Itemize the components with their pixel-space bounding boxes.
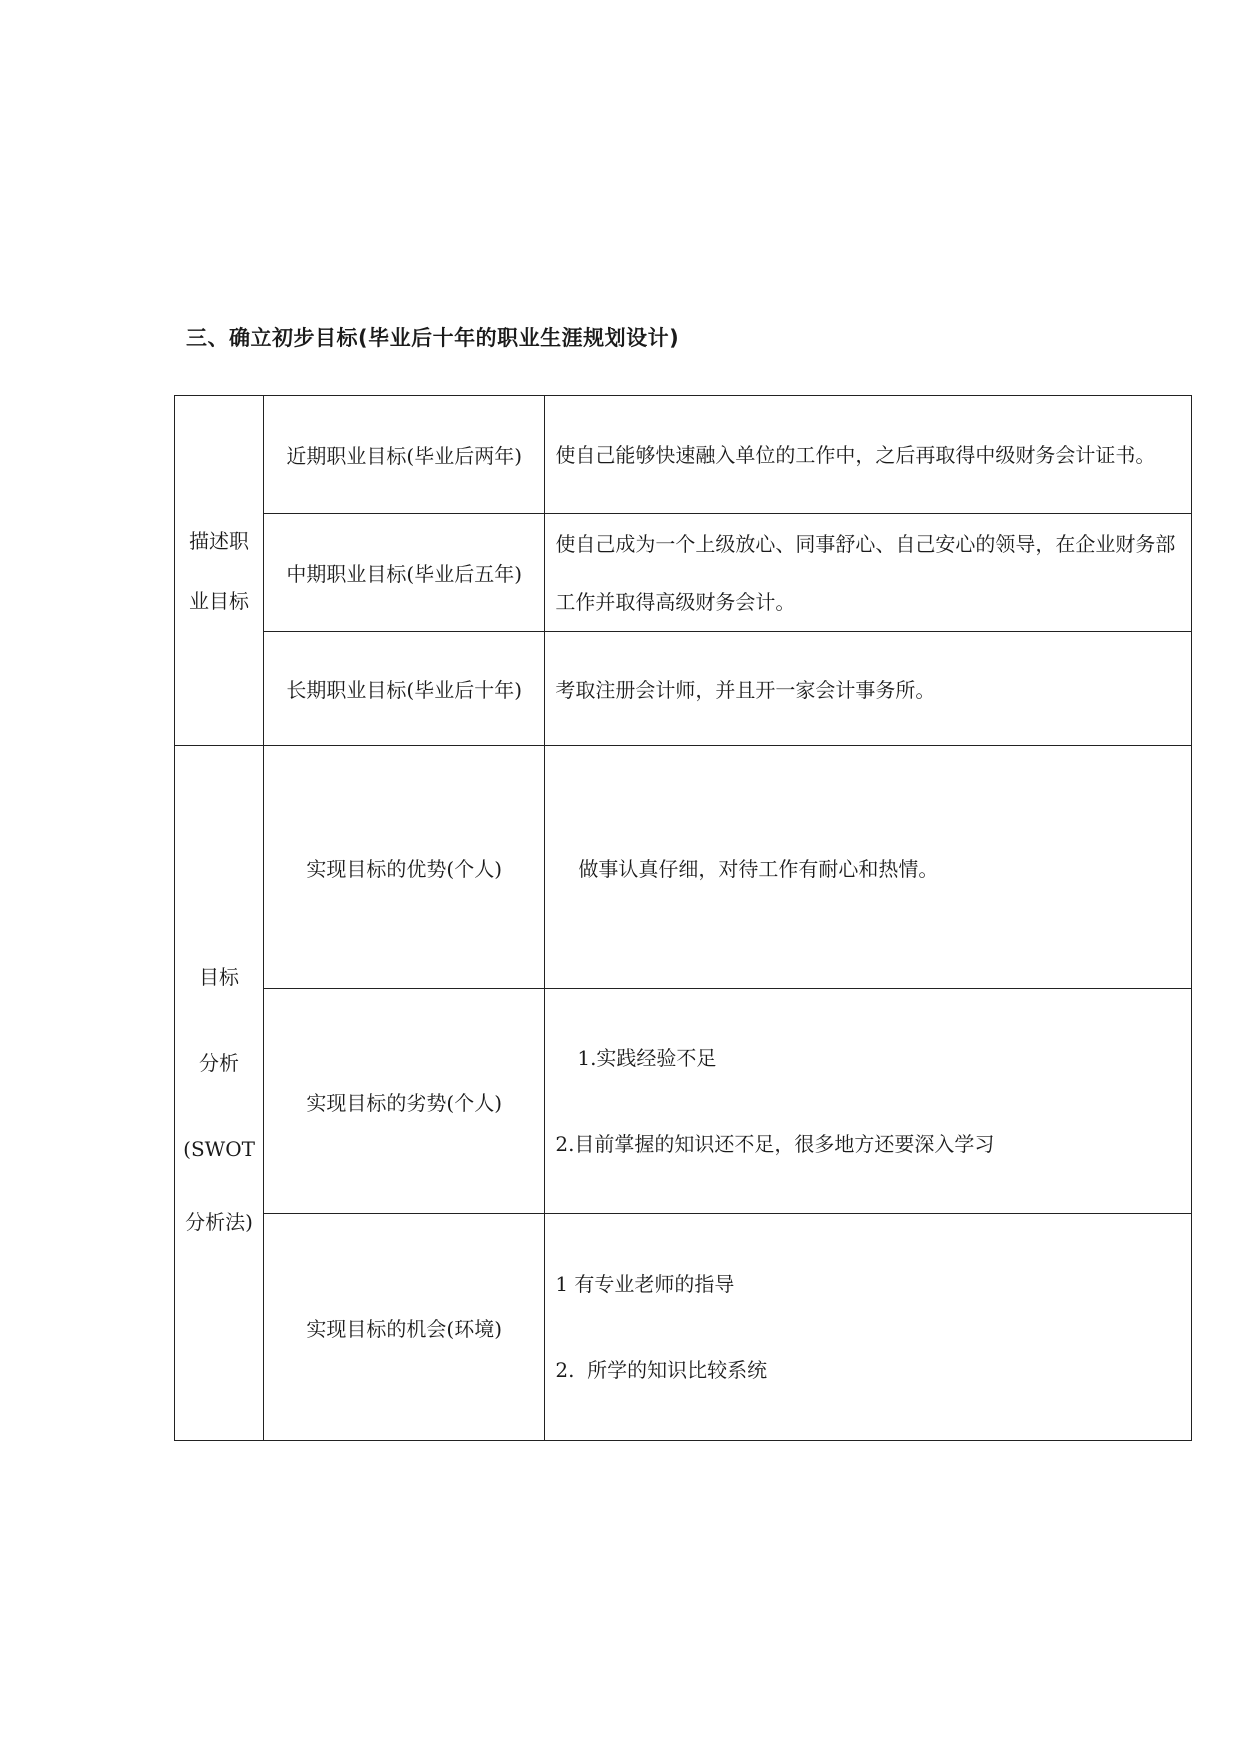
- goals-category-line: 描述职: [189, 528, 250, 553]
- strengths-label: 实现目标的优势(个人): [264, 746, 545, 989]
- short-term-goal-content: 使自己能够快速融入单位的工作中，之后再取得中级财务会计证书。: [545, 396, 1192, 514]
- list-item: 2.目前掌握的知识还不足，很多地方还要深入学习: [555, 1132, 995, 1156]
- table-row: [175, 632, 1192, 746]
- short-term-goal-label: 近期职业目标(毕业后两年): [264, 396, 545, 514]
- list-item: 2. 所学的知识比较系统: [555, 1358, 768, 1382]
- analysis-category-line: 目标: [199, 965, 240, 989]
- table-row: [175, 746, 1192, 989]
- list-item: 1.实践经验不足: [577, 1046, 717, 1070]
- analysis-category-line: 分析法): [185, 1210, 253, 1234]
- opportunities-content: [545, 1214, 1192, 1441]
- table-row: [175, 396, 1192, 514]
- goals-category-line: 业目标: [189, 588, 250, 613]
- strengths-content: 做事认真仔细，对待工作有耐心和热情。: [545, 746, 1192, 989]
- goals-category-cell: [175, 396, 264, 746]
- analysis-category-line: 分析: [199, 1051, 240, 1075]
- analysis-category-line: (SWOT: [183, 1137, 255, 1161]
- career-goals-table: [174, 395, 1192, 1441]
- list-item: 1 有专业老师的指导: [555, 1272, 735, 1296]
- table-row: [175, 989, 1192, 1214]
- long-term-goal-label: 长期职业目标(毕业后十年): [264, 632, 545, 746]
- weaknesses-content: [545, 989, 1192, 1214]
- mid-term-goal-label: 中期职业目标(毕业后五年): [264, 514, 545, 632]
- long-term-goal-content: 考取注册会计师，并且开一家会计事务所。: [545, 632, 1192, 746]
- mid-term-goal-content: 使自己成为一个上级放心、同事舒心、自己安心的领导，在企业财务部工作并取得高级财务会计。: [545, 514, 1192, 632]
- analysis-category-cell: [175, 746, 264, 1441]
- opportunities-label: 实现目标的机会(环境): [264, 1214, 545, 1441]
- weaknesses-label: 实现目标的劣势(个人): [264, 989, 545, 1214]
- table-row: [175, 1214, 1192, 1441]
- section-heading: 三、确立初步目标(毕业后十年的职业生涯规划设计): [186, 326, 680, 350]
- table-row: [175, 514, 1192, 632]
